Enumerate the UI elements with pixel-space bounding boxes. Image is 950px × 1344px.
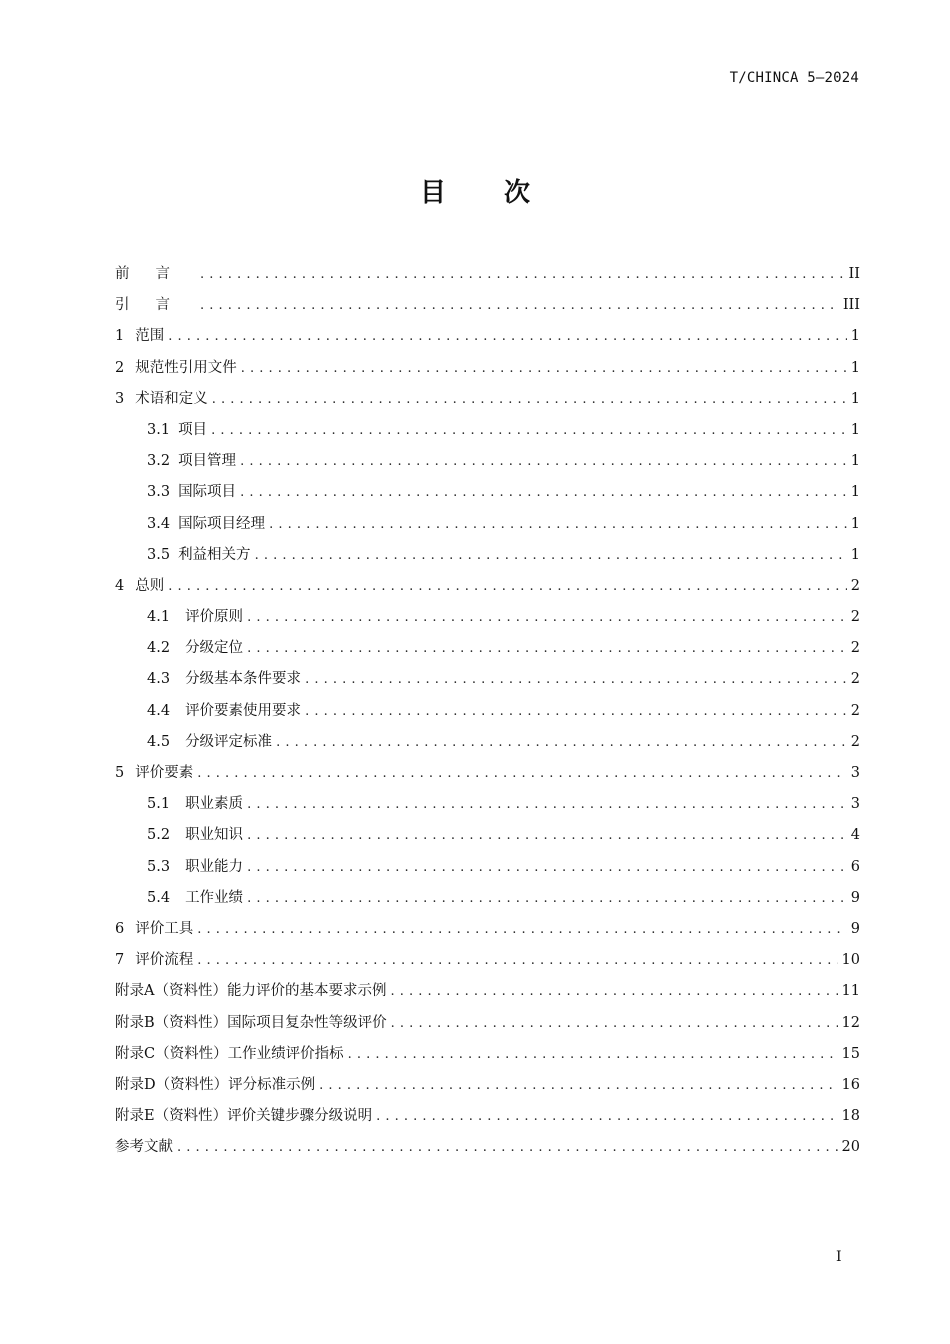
toc-entry-title: 项目 xyxy=(178,421,208,438)
toc-entry-page: 1 xyxy=(850,359,860,376)
toc-entry[interactable] xyxy=(115,637,860,668)
toc-dot-leader xyxy=(319,1075,837,1097)
toc-entry[interactable] xyxy=(115,325,860,356)
toc-entry-number: 3.1 xyxy=(147,421,171,438)
toc-entry-number: 5.3 xyxy=(147,858,171,875)
toc-dot-leader xyxy=(247,638,847,660)
page-title: 目次 xyxy=(419,178,588,208)
toc-entry-number: 3.5 xyxy=(147,546,171,563)
toc-dot-leader xyxy=(247,857,847,879)
toc-entry-page: 3 xyxy=(850,765,860,781)
toc-dot-leader xyxy=(348,1044,838,1066)
toc-entry-title: 职业知识 xyxy=(185,827,244,844)
toc-entry-number: 4.1 xyxy=(147,609,171,626)
toc-entry-page: 1 xyxy=(850,484,860,501)
toc-dot-leader xyxy=(247,825,847,847)
toc-entry-page: 4 xyxy=(850,827,860,844)
toc-entry[interactable] xyxy=(115,668,860,699)
toc-entry-title: 工作业绩 xyxy=(185,889,244,906)
toc-entry[interactable] xyxy=(115,1074,860,1105)
toc-dot-leader xyxy=(247,607,847,629)
toc-entry[interactable] xyxy=(115,419,860,450)
toc-entry-title: 评价原则 xyxy=(185,609,244,626)
toc-entry-page: 2 xyxy=(850,671,860,688)
toc-entry[interactable] xyxy=(115,1136,860,1167)
toc-entry-page: 1 xyxy=(850,390,860,407)
toc-entry-number: 5 xyxy=(115,765,125,781)
toc-dot-leader xyxy=(390,981,837,1003)
toc-dot-leader xyxy=(212,389,847,411)
toc-entry-number: 6 xyxy=(115,920,125,937)
toc-entry[interactable] xyxy=(115,824,860,855)
toc-entry-page: 18 xyxy=(841,1108,860,1125)
toc-dot-leader xyxy=(247,888,847,910)
toc-entry-number: 5.2 xyxy=(147,827,171,844)
toc-entry-title: 职业素质 xyxy=(185,796,244,813)
toc-entry-title: 国际项目 xyxy=(178,484,237,501)
toc-entry-page: 2 xyxy=(850,702,860,719)
toc-entry-title: 分级评定标准 xyxy=(185,733,273,750)
toc-entry[interactable] xyxy=(115,887,860,918)
toc-entry-title: 附录E（资料性）评价关键步骤分级说明 xyxy=(115,1108,373,1125)
toc-dot-leader xyxy=(276,732,847,754)
toc-entry[interactable] xyxy=(115,949,860,980)
toc-entry-title: 分级定位 xyxy=(185,640,244,657)
toc-dot-leader xyxy=(255,545,847,567)
table-of-contents xyxy=(115,263,860,1167)
toc-entry-title: 总则 xyxy=(135,577,165,594)
toc-entry-number: 7 xyxy=(115,952,125,969)
toc-entry[interactable] xyxy=(115,793,860,824)
toc-entry[interactable] xyxy=(115,918,860,949)
toc-entry[interactable] xyxy=(115,513,860,544)
toc-entry-number: 4.4 xyxy=(147,702,171,719)
toc-dot-leader xyxy=(200,264,845,286)
toc-entry[interactable] xyxy=(115,575,860,606)
toc-entry-title: 附录D（资料性）评分标准示例 xyxy=(115,1076,316,1093)
toc-dot-leader xyxy=(197,763,847,785)
toc-entry[interactable] xyxy=(115,481,860,512)
toc-entry-number: 1 xyxy=(115,328,125,345)
toc-entry-title: 项目管理 xyxy=(178,453,237,470)
toc-entry-page: 2 xyxy=(850,577,860,594)
toc-entry[interactable] xyxy=(115,1105,860,1136)
toc-entry-number: 4.2 xyxy=(147,640,171,657)
toc-entry-number: 4.3 xyxy=(147,671,171,688)
toc-entry-title: 附录A（资料性）能力评价的基本要求示例 xyxy=(115,983,387,1000)
document-code: T/CHINCA 5—2024 xyxy=(729,70,859,86)
toc-entry[interactable] xyxy=(115,1012,860,1043)
toc-entry-number: 5.1 xyxy=(147,796,171,813)
toc-entry-title: 职业能力 xyxy=(185,858,244,875)
toc-entry-number: 3.4 xyxy=(147,515,171,532)
toc-entry-number: 3.3 xyxy=(147,484,171,501)
toc-entry-title: 评价流程 xyxy=(135,952,194,969)
toc-entry-page: 6 xyxy=(850,858,860,875)
toc-entry-number: 2 xyxy=(115,359,125,376)
toc-entry-page: 15 xyxy=(841,1045,860,1062)
toc-entry-page: 2 xyxy=(850,609,860,626)
toc-entry[interactable] xyxy=(115,263,860,294)
toc-entry-page: III xyxy=(842,297,860,314)
toc-entry[interactable] xyxy=(115,980,860,1011)
toc-entry-page: 1 xyxy=(850,546,860,563)
toc-entry-page: 1 xyxy=(850,421,860,438)
toc-dot-leader xyxy=(247,794,847,816)
toc-entry-page: 3 xyxy=(850,796,860,813)
toc-entry[interactable] xyxy=(115,357,860,388)
toc-dot-leader xyxy=(269,514,847,536)
toc-entry-page: 11 xyxy=(841,983,860,1000)
toc-dot-leader xyxy=(305,669,847,691)
toc-entry-title: 附录B（资料性）国际项目复杂性等级评价 xyxy=(115,1014,387,1031)
toc-entry-title: 评价工具 xyxy=(135,920,194,937)
toc-entry-page: 2 xyxy=(850,733,860,750)
toc-entry-number: 4 xyxy=(115,577,125,594)
toc-entry-page: 1 xyxy=(850,453,860,470)
toc-dot-leader xyxy=(391,1013,838,1035)
toc-dot-leader xyxy=(305,701,847,723)
toc-entry-title: 利益相关方 xyxy=(178,546,251,563)
toc-entry-page: 20 xyxy=(841,1139,860,1156)
toc-entry-page: II xyxy=(848,266,860,282)
toc-entry-page: 12 xyxy=(841,1014,860,1031)
toc-entry-page: 1 xyxy=(850,515,860,532)
toc-entry-title: 前言 xyxy=(115,266,196,282)
toc-entry-number: 4.5 xyxy=(147,733,171,750)
toc-entry-title: 引言 xyxy=(115,297,196,314)
toc-entry-title: 评价要素使用要求 xyxy=(185,702,302,719)
toc-entry-number: 3.2 xyxy=(147,453,171,470)
toc-entry-title: 评价要素 xyxy=(135,765,194,781)
toc-entry[interactable] xyxy=(115,606,860,637)
toc-entry-title: 术语和定义 xyxy=(135,390,208,407)
toc-entry[interactable] xyxy=(115,388,860,419)
toc-entry-title: 国际项目经理 xyxy=(178,515,266,532)
toc-dot-leader xyxy=(240,482,847,504)
toc-dot-leader xyxy=(197,950,837,972)
toc-entry[interactable] xyxy=(115,450,860,481)
toc-entry-title: 附录C（资料性）工作业绩评价指标 xyxy=(115,1045,344,1062)
toc-entry-page: 2 xyxy=(850,640,860,657)
toc-entry[interactable] xyxy=(115,294,860,325)
toc-entry-title: 分级基本条件要求 xyxy=(185,671,302,688)
toc-entry[interactable] xyxy=(115,1043,860,1074)
toc-dot-leader xyxy=(200,295,839,317)
page-number: I xyxy=(836,1249,842,1265)
toc-dot-leader xyxy=(177,1137,838,1159)
toc-entry-page: 16 xyxy=(841,1076,860,1093)
toc-dot-leader xyxy=(197,919,847,941)
toc-dot-leader xyxy=(376,1106,837,1128)
toc-entry[interactable] xyxy=(115,856,860,887)
toc-entry[interactable] xyxy=(115,700,860,731)
toc-dot-leader xyxy=(211,420,847,442)
toc-entry[interactable] xyxy=(115,544,860,575)
toc-dot-leader xyxy=(168,326,847,348)
toc-dot-leader xyxy=(168,576,847,598)
toc-entry-title: 参考文献 xyxy=(115,1139,173,1156)
toc-entry-number: 3 xyxy=(115,390,125,407)
toc-entry-title: 规范性引用文件 xyxy=(135,359,237,376)
toc-entry-page: 9 xyxy=(850,920,860,937)
toc-entry-page: 10 xyxy=(841,952,860,969)
toc-entry-page: 9 xyxy=(850,889,860,906)
toc-entry[interactable] xyxy=(115,731,860,762)
toc-dot-leader xyxy=(240,451,847,473)
toc-dot-leader xyxy=(241,358,847,380)
toc-entry-number: 5.4 xyxy=(147,889,171,906)
toc-entry-page: 1 xyxy=(850,328,860,345)
toc-entry-title: 范围 xyxy=(135,328,165,345)
toc-entry[interactable] xyxy=(115,762,860,793)
